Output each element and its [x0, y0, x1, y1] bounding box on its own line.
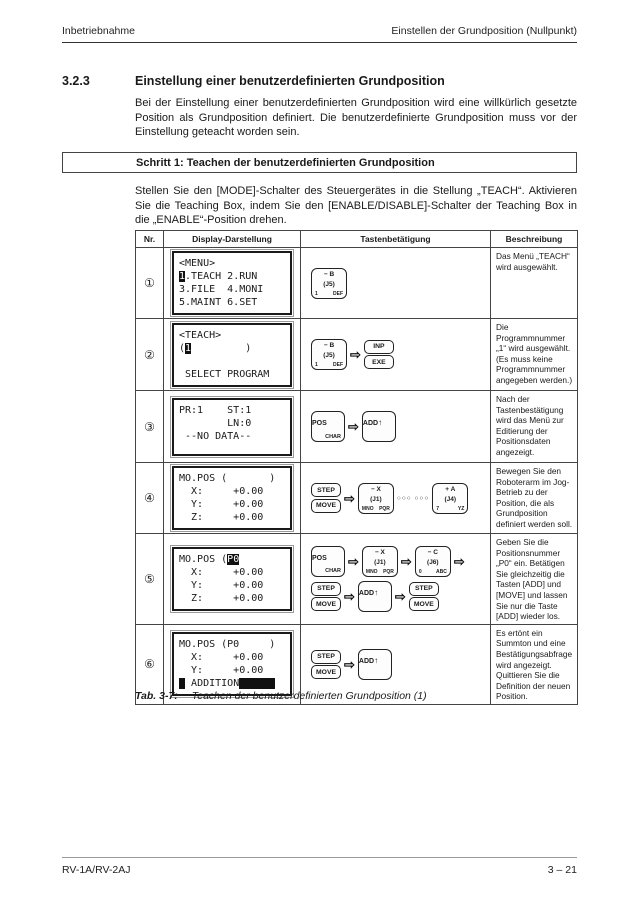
lcd-text-segment: Z: +0.00 [179, 592, 264, 604]
key-sequence [301, 411, 490, 442]
lcd-line [179, 283, 285, 296]
lcd-text-segment: .TEACH 2.RUN [185, 271, 258, 282]
col-header-display: Display-Darstellung [164, 231, 301, 248]
display-cell [164, 463, 301, 534]
key-joint-label: (J1) [374, 558, 386, 566]
lcd-text-segment: MO.POS (P0 ) [179, 639, 276, 651]
caption-label: Tab. 3-7: [135, 690, 178, 702]
key-sub-labels [361, 506, 391, 512]
lcd-line [179, 430, 285, 443]
lcd-line [179, 270, 285, 283]
next-step-arrow-icon: ⇨ [350, 347, 361, 362]
lcd-text-segment: <MENU> [179, 258, 216, 269]
lcd-inverse-segment: 1 [185, 342, 192, 354]
lcd-text-segment: MO.POS ( ) [179, 473, 276, 484]
footer-page-number: 3 – 21 [547, 864, 577, 876]
key-sub-labels [435, 506, 465, 512]
key-line [311, 581, 490, 612]
keycap-inp: INP [364, 340, 394, 354]
key-top-label: − C [427, 548, 438, 556]
next-step-arrow-icon: ⇨ [344, 588, 355, 604]
table-row [136, 534, 578, 625]
lcd-display [172, 632, 292, 696]
lcd-line [179, 511, 285, 524]
key-sub-right: PQR [379, 505, 390, 512]
key-sub-left: MNO [361, 505, 374, 512]
key-sub-left: MNO [365, 568, 378, 575]
description-cell: Die Programmnummer „1“ wird ausgewählt. (Es muss keine Programmnummer angegeben werden.) [491, 319, 578, 391]
lcd-text-segment: SELECT PROGRAM [179, 368, 270, 380]
keycap-step: STEP [311, 650, 341, 664]
key-sub-label: ↑ [374, 587, 379, 597]
row-number: ⑥ [136, 624, 164, 704]
key-joint-label: (J5) [323, 280, 335, 288]
lcd-text-segment: Y: +0.00 [179, 499, 264, 510]
footer-model: RV-1A/RV-2AJ [62, 864, 131, 876]
key-sub-left: 1 [315, 362, 318, 368]
page-footer [62, 864, 577, 876]
intro-paragraph: Bei der Einstellung einer benutzerdefinierten Grundposition wird eine willkürlich gesetzte Position als Grundposition definiert. Die benutzerdefinierte Grundposition muss vor der Einstellung geteacht worden sein. [135, 97, 577, 139]
key-step-move [311, 650, 341, 680]
lcd-text-segment: MO.POS ( [179, 553, 228, 565]
lcd-line [179, 404, 285, 417]
row-number: ③ [136, 391, 164, 463]
lcd-text-segment: ADDITION [185, 678, 240, 690]
lcd-line [179, 498, 285, 511]
lcd-display [172, 323, 292, 387]
key-sub-labels [314, 362, 344, 368]
key-sub-label: ↑ [378, 418, 383, 427]
step-box-title: Schritt 1: Teachen der benutzerdefinierten Grundposition [136, 156, 435, 169]
key-joint-label: (J5) [323, 352, 335, 359]
key-sub-labels [314, 291, 344, 297]
key-line [311, 339, 490, 370]
lcd-line [179, 368, 285, 381]
next-step-arrow-icon: ⇨ [348, 553, 359, 569]
lcd-line [179, 553, 285, 566]
next-step-arrow-icon: ⇨ [344, 656, 355, 672]
lcd-text-segment: --NO DATA-- [179, 430, 252, 442]
keycap-move: MOVE [409, 597, 439, 611]
instruction-paragraph: Stellen Sie den [MODE]-Schalter des Steuergerätes in die Stellung „TEACH“. Aktivieren Sie die Teaching Box, indem Sie den [ENABLE/DISABLE]-Schalter der Teaching Box in die „ENABLE“-Position drehen. [135, 185, 577, 227]
keys-cell [301, 534, 491, 625]
key-sub-label: ↑ [374, 655, 379, 665]
lcd-text-segment: 3.FILE 4.MONI [179, 284, 264, 295]
page-header [62, 25, 577, 37]
key-add [358, 581, 392, 612]
key-sub-right: DEF [333, 290, 343, 297]
key-sub-right: PQR [383, 568, 394, 575]
display-cell [164, 534, 301, 625]
key-jog-j1 [358, 483, 394, 514]
description-cell: Geben Sie die Positionsnummer „P0“ ein. Betätigen Sie gleichzeitig die Tasten [ADD] und [MOVE] und lassen Sie nur die Taste [ADD] wieder los. [491, 534, 578, 625]
lcd-text-segment: Y: +0.00 [179, 579, 264, 591]
keycap-exe: EXE [364, 355, 394, 369]
section-heading [62, 74, 577, 88]
lcd-text-segment: LN:0 [179, 417, 252, 429]
lcd-text-segment: ) [191, 342, 252, 354]
lcd-line [179, 342, 285, 355]
key-jog-j4 [432, 483, 468, 514]
key-main-label: POS [312, 420, 327, 427]
col-header-nr: Nr. [136, 231, 164, 248]
lcd-line [179, 296, 285, 309]
step-box [62, 152, 577, 173]
lcd-display [172, 251, 292, 315]
key-sub-labels [365, 569, 395, 575]
key-top-label: − B [323, 270, 335, 278]
key-main-label: ADD [358, 589, 375, 597]
table-row [136, 463, 578, 534]
lcd-display [172, 466, 292, 530]
lcd-display [172, 547, 292, 611]
keycap-step: STEP [311, 582, 341, 596]
lcd-text-segment: X: +0.00 [179, 652, 264, 664]
key-joint-label: (J1) [370, 495, 382, 503]
lcd-line [179, 638, 285, 651]
lcd-line [179, 677, 285, 690]
display-cell [164, 391, 301, 463]
lcd-text-segment: ( [179, 342, 186, 354]
description-cell: Es ertönt ein Summton und eine Bestätigungsabfrage wird angezeigt. Quittieren Sie die Definition der neuen Position. [491, 624, 578, 704]
keycap-move: MOVE [311, 597, 341, 611]
lcd-line [179, 417, 285, 430]
lcd-inverse-segment: P0 [227, 553, 240, 565]
lcd-line [179, 664, 285, 677]
lcd-line [179, 355, 285, 368]
key-jog-j5 [311, 268, 347, 299]
key-sequence [301, 546, 490, 612]
key-step-move [409, 582, 439, 612]
key-line [311, 546, 490, 577]
key-joint-label: (J6) [427, 558, 439, 566]
table-row [136, 319, 578, 391]
keycap-step: STEP [311, 483, 341, 497]
key-add [362, 411, 396, 442]
key-top-label: − B [323, 342, 335, 349]
key-sub-left: 7 [436, 505, 440, 512]
key-sub-left: 1 [315, 290, 318, 297]
key-sub-right: ABC [435, 568, 447, 575]
key-main-label: ADD [362, 420, 379, 427]
lcd-line [179, 472, 285, 485]
lcd-text-segment [179, 356, 185, 367]
procedure-table [135, 230, 578, 705]
key-sequence [301, 268, 490, 299]
key-pos [311, 411, 345, 442]
next-step-arrow-icon: ⇨ [400, 553, 412, 569]
row-number: ① [136, 248, 164, 319]
key-jog-j1 [362, 546, 398, 577]
key-sub-label: CHAR [325, 568, 341, 575]
key-pos [311, 546, 345, 577]
lcd-inverse-segment [239, 678, 275, 689]
keys-cell [301, 319, 491, 391]
lcd-text-segment: 5.MAINT 6.SET [179, 297, 258, 308]
key-joint-label: (J4) [444, 495, 457, 503]
key-main-label: ADD [358, 657, 375, 665]
key-main-label: POS [312, 554, 327, 562]
lcd-display [172, 398, 292, 456]
key-sub-labels [418, 569, 448, 575]
key-line [311, 649, 490, 680]
lcd-text-segment: <TEACH> [179, 329, 222, 341]
key-jog-j5 [311, 339, 347, 370]
row-number: ② [136, 319, 164, 391]
key-top-label: + A [445, 485, 456, 493]
table-row [136, 248, 578, 319]
section-number: 3.2.3 [62, 74, 90, 88]
caption-text: Teachen der benutzerdefinierten Grundposition (1) [191, 690, 427, 702]
col-header-keys: Tastenbetätigung [301, 231, 491, 248]
col-header-description: Beschreibung [491, 231, 578, 248]
keycap-move: MOVE [311, 665, 341, 679]
key-line [311, 411, 490, 442]
table-header-row [136, 231, 578, 248]
lcd-text-segment: X: +0.00 [179, 486, 264, 497]
description-cell: Das Menü „TEACH“ wird ausgewählt. [491, 248, 578, 319]
description-cell: Nach der Tastenbestätigung wird das Menü zur Editierung der Positionsdaten angezeigt. [491, 391, 578, 463]
lcd-text-segment: X: +0.00 [179, 566, 264, 578]
key-sequence [301, 649, 490, 680]
description-cell: Bewegen Sie den Roboterarm im Jog-Betrieb zu der Position, die als Grundposition definiert werden soll. [491, 463, 578, 534]
footer-rule [62, 857, 577, 858]
lcd-line [179, 329, 285, 342]
header-right: Einstellen der Grundposition (Nullpunkt) [391, 25, 577, 37]
display-cell [164, 248, 301, 319]
lcd-inverse-segment: 1 [179, 271, 186, 282]
key-jog-j6 [415, 546, 451, 577]
lcd-line [179, 485, 285, 498]
next-step-arrow-icon: ⇨ [453, 553, 465, 569]
table-caption [135, 690, 427, 702]
lcd-line [179, 592, 285, 605]
keycap-move: MOVE [311, 499, 341, 513]
header-left: Inbetriebnahme [62, 25, 135, 37]
key-step-move [311, 582, 341, 612]
keys-cell [301, 463, 491, 534]
key-top-label: − X [374, 548, 385, 556]
header-rule [62, 42, 577, 43]
keys-cell [301, 248, 491, 319]
key-sub-right: YZ [457, 505, 465, 512]
key-top-label: − X [370, 485, 381, 493]
next-step-arrow-icon: ⇨ [344, 490, 355, 506]
table-row [136, 391, 578, 463]
key-add [358, 649, 392, 680]
key-sub-label: CHAR [325, 433, 341, 440]
keys-cell [301, 391, 491, 463]
lcd-line [179, 651, 285, 664]
key-line [311, 483, 490, 514]
next-step-arrow-icon: ⇨ [394, 588, 406, 604]
next-step-arrow-icon: ⇨ [348, 419, 359, 434]
lcd-text-segment: Y: +0.00 [179, 665, 264, 677]
key-sequence [301, 339, 490, 370]
row-number: ⑤ [136, 534, 164, 625]
display-cell [164, 319, 301, 391]
lcd-line [179, 579, 285, 592]
row-number: ④ [136, 463, 164, 534]
key-line [311, 268, 490, 299]
key-sub-left: 0 [418, 568, 422, 575]
key-inp-exe [364, 340, 394, 370]
lcd-line [179, 257, 285, 270]
lcd-text-segment: Z: +0.00 [179, 512, 264, 523]
key-step-move [311, 483, 341, 513]
key-sub-right: DEF [333, 362, 343, 368]
keycap-step: STEP [409, 582, 439, 596]
key-sequence [301, 483, 490, 514]
lcd-line [179, 566, 285, 579]
ellipsis-dots-icon: ○○○ ○○○ [396, 494, 430, 502]
section-title: Einstellung einer benutzerdefinierten Grundposition [135, 74, 445, 88]
lcd-text-segment: PR:1 ST:1 [179, 404, 252, 416]
